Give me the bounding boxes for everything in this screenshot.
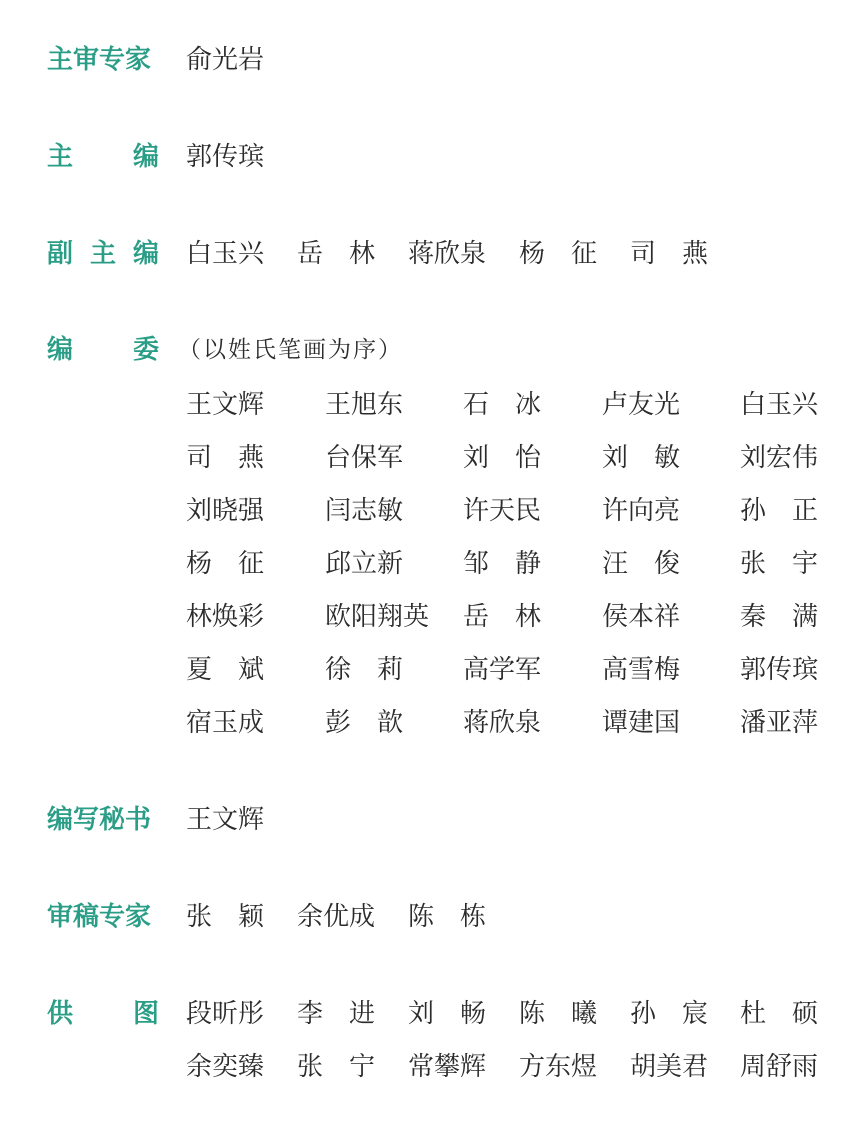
- board-member: 徐 莉: [325, 655, 404, 685]
- board-member: 谭建国: [602, 708, 681, 738]
- manuscript-reviewer-name: 余优成: [297, 902, 376, 932]
- secretary-name: 王文辉: [186, 805, 265, 835]
- illustrator-name: 周舒雨: [740, 1052, 819, 1082]
- label-char: 主: [89, 239, 116, 269]
- editor-in-chief-name: 郭传瑸: [186, 142, 265, 172]
- chief-reviewer-name: 俞光岩: [186, 45, 265, 75]
- illustrator-name: 杜 硕: [740, 999, 819, 1029]
- deputy-editor-name: 杨 征: [519, 239, 598, 269]
- illustrators-label: [47, 998, 159, 1030]
- label-char: 供: [47, 999, 74, 1029]
- board-member: 林焕彩: [186, 602, 265, 632]
- manuscript-reviewer-name: 张 颖: [186, 902, 265, 932]
- board-member: 夏 斌: [186, 655, 265, 685]
- label-char: 委: [132, 335, 159, 365]
- manuscript-reviewers-label: 审稿专家: [47, 902, 152, 932]
- illustrator-name: 孙 宸: [630, 999, 709, 1029]
- board-member: 刘晓强: [186, 496, 265, 526]
- board-member: 汪 俊: [602, 549, 681, 579]
- board-member: 潘亚萍: [740, 708, 819, 738]
- board-member: 彭 歆: [325, 708, 404, 738]
- deputy-editor-name: 蒋欣泉: [408, 239, 487, 269]
- board-member: 秦 满: [740, 602, 819, 632]
- deputy-editor-name: 岳 林: [297, 239, 376, 269]
- illustrator-name: 张 宁: [297, 1052, 376, 1082]
- manuscript-reviewer-name: 陈 栋: [408, 902, 487, 932]
- board-member: 侯本祥: [602, 602, 681, 632]
- board-member: 刘 敏: [602, 443, 681, 473]
- board-member: 许天民: [463, 496, 542, 526]
- illustrator-name: 段昕彤: [186, 999, 265, 1029]
- illustrator-name: 余奕臻: [186, 1052, 265, 1082]
- label-char: 编: [132, 239, 159, 269]
- board-member: 许向亮: [602, 496, 681, 526]
- board-member: 高雪梅: [602, 655, 681, 685]
- board-member: 高学军: [463, 655, 542, 685]
- board-member: 白玉兴: [740, 390, 819, 420]
- label-char: 图: [132, 999, 159, 1029]
- board-member: 司 燕: [186, 443, 265, 473]
- board-member: 孙 正: [740, 496, 819, 526]
- board-member: 石 冰: [463, 390, 542, 420]
- board-member: 张 宇: [740, 549, 819, 579]
- illustrator-name: 刘 畅: [408, 999, 487, 1029]
- illustrator-name: 常攀辉: [408, 1052, 487, 1082]
- board-member: 王旭东: [325, 390, 404, 420]
- ordering-note: （以姓氏笔画为序）: [178, 337, 403, 363]
- board-member: 岳 林: [463, 602, 542, 632]
- board-member: 台保军: [325, 443, 404, 473]
- board-member: 邹 静: [463, 549, 542, 579]
- editorial-board-label: [47, 334, 159, 366]
- illustrator-name: 陈 曦: [519, 999, 598, 1029]
- deputy-editor-name: 司 燕: [630, 239, 709, 269]
- board-member: 卢友光: [602, 390, 681, 420]
- editor-in-chief-label: [47, 141, 159, 173]
- label-char: 编: [132, 142, 159, 172]
- board-member: 邱立新: [325, 549, 404, 579]
- board-member: 欧阳翔英: [325, 602, 430, 632]
- board-member: 杨 征: [186, 549, 265, 579]
- board-member: 王文辉: [186, 390, 265, 420]
- board-member: 蒋欣泉: [463, 708, 542, 738]
- board-member: 宿玉成: [186, 708, 265, 738]
- illustrator-name: 胡美君: [630, 1052, 709, 1082]
- deputy-editors-label: [47, 238, 159, 270]
- label-char: 副: [47, 239, 74, 269]
- chief-reviewer-label: 主审专家: [47, 45, 152, 75]
- illustrator-name: 方东煜: [519, 1052, 598, 1082]
- deputy-editor-name: 白玉兴: [186, 239, 265, 269]
- board-member: 闫志敏: [325, 496, 404, 526]
- board-member: 刘 怡: [463, 443, 542, 473]
- board-member: 刘宏伟: [740, 443, 819, 473]
- illustrator-name: 李 进: [297, 999, 376, 1029]
- label-char: 编: [47, 335, 74, 365]
- secretary-label: 编写秘书: [47, 805, 152, 835]
- label-char: 主: [47, 142, 74, 172]
- board-member: 郭传瑸: [740, 655, 819, 685]
